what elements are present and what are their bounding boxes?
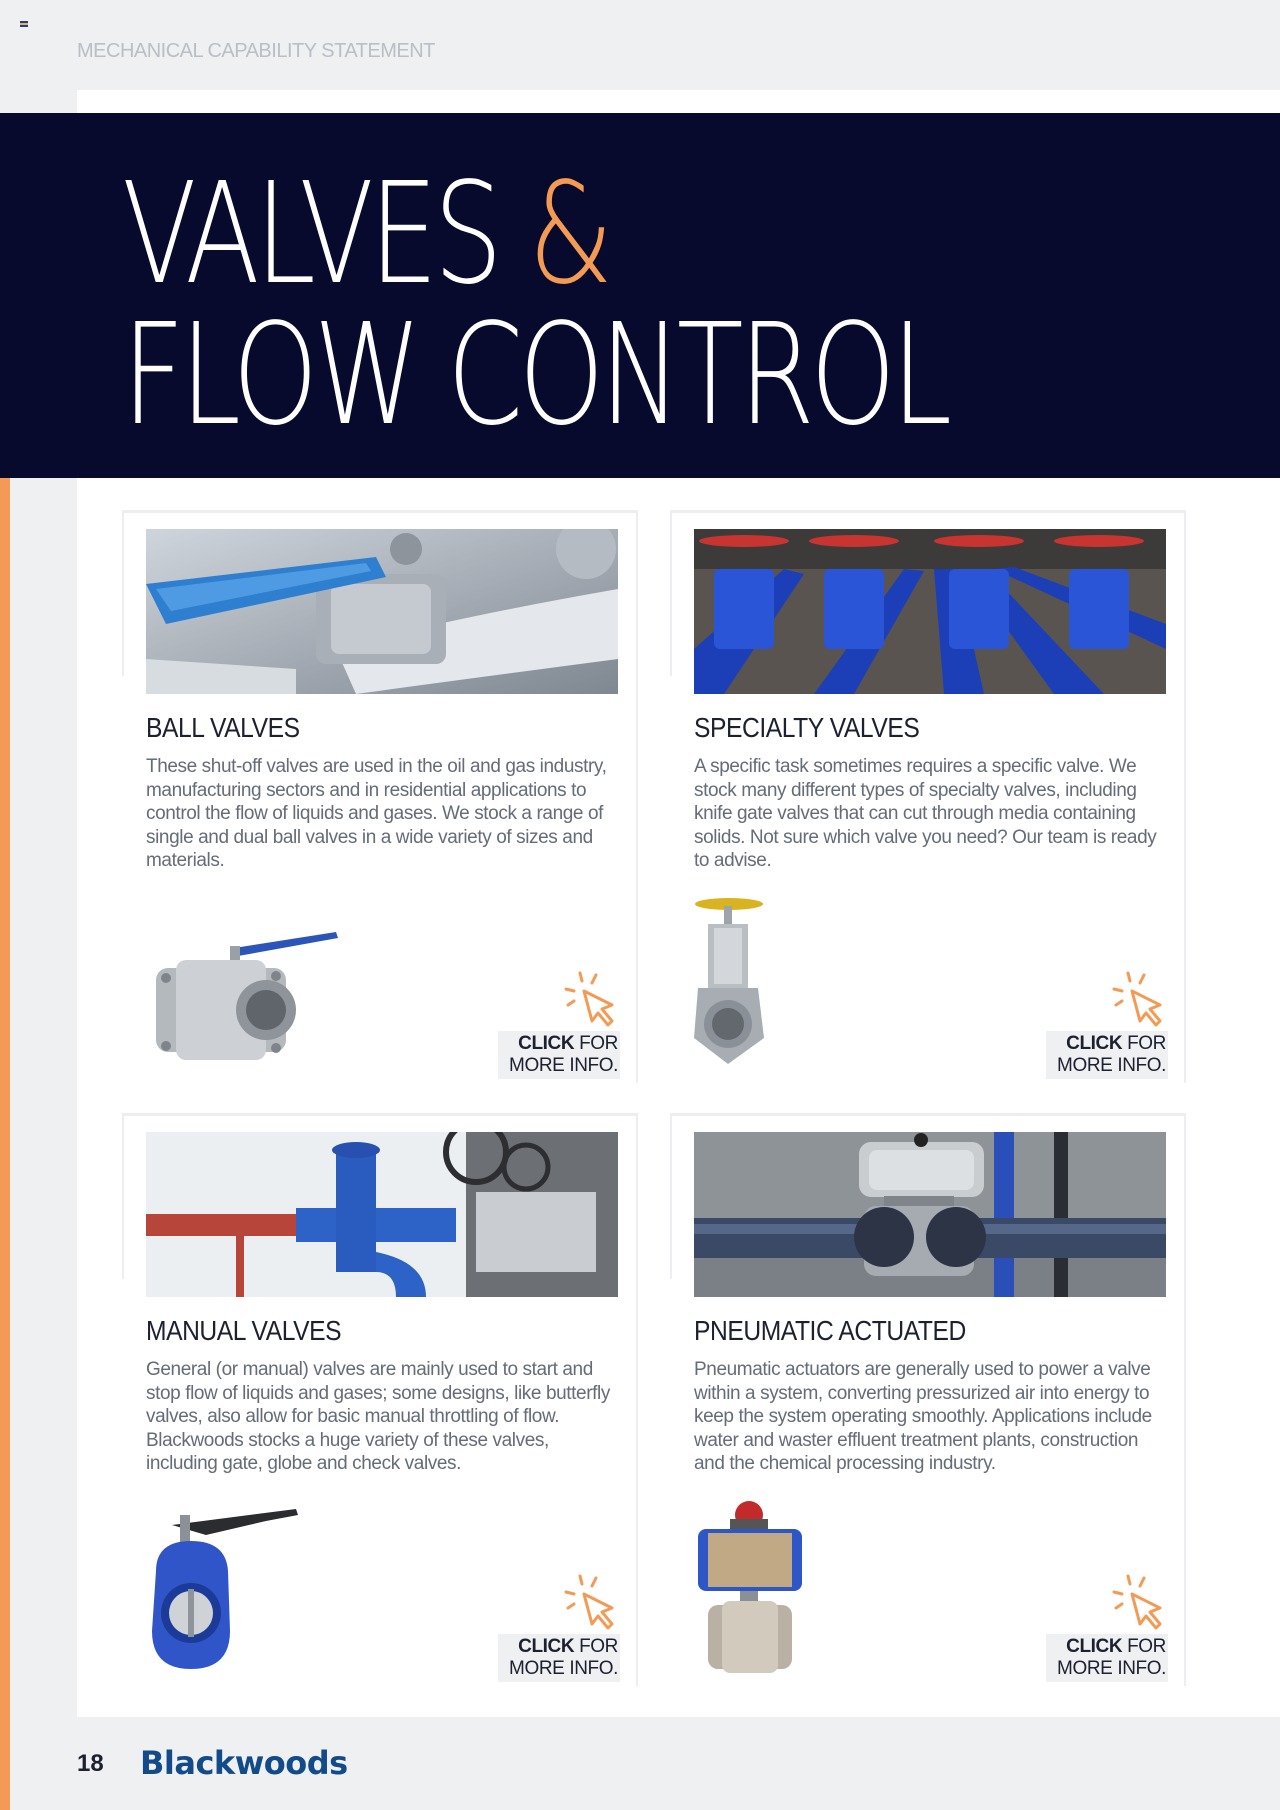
ball-valve-product-image — [146, 898, 346, 1078]
manual-valve-photo — [146, 1132, 618, 1297]
card-title: BALL VALVES — [146, 712, 300, 743]
pneumatic-valve-photo — [694, 1132, 1166, 1297]
click-for-more-info-button[interactable]: CLICK FOR MORE INFO. — [1046, 1634, 1168, 1682]
specialty-valve-photo — [694, 529, 1166, 694]
card-specialty-valves — [670, 510, 1186, 1083]
click-cursor-icon[interactable] — [1112, 1574, 1168, 1630]
card-title: PNEUMATIC ACTUATED — [694, 1315, 966, 1346]
header-label: MECHANICAL CAPABILITY STATEMENT — [77, 40, 435, 62]
page-number: 18 — [77, 1750, 104, 1777]
card-description: These shut-off valves are used in the oil and gas industry, manufacturing sectors and in residential applications to control the flow of liquids and gases. We stock a range of single and dual ball valves in a wide variety of sizes and materials. — [146, 756, 607, 872]
card-description: A specific task sometimes requires a specific valve. We stock many different types of specialty valves, including knife gate valves that can cut through media containing solids. Not sure which valve you need? Our team is ready to advise. — [694, 756, 1157, 872]
pneumatic-valve-product-image — [694, 1501, 894, 1681]
hero-banner — [0, 113, 1280, 478]
card-description: General (or manual) valves are mainly used to start and stop flow of liquids and gases; some designs, like butterfly valves, also allow for basic manual throttling of flow. Blackwoods stocks a huge variety of these valves, including gate, globe and check valves. — [146, 1359, 610, 1475]
card-manual-valves — [122, 1113, 638, 1686]
knife-gate-valve-product-image — [694, 898, 894, 1078]
card-pneumatic-actuated — [670, 1113, 1186, 1686]
click-cursor-icon[interactable] — [564, 1574, 620, 1630]
hero-title-line2: FLOW CONTROL — [122, 294, 948, 457]
click-cursor-icon[interactable] — [1112, 971, 1168, 1027]
click-for-more-info-button[interactable]: CLICK FOR MORE INFO. — [498, 1634, 620, 1682]
hero-title-line1: VALVES & — [122, 153, 609, 316]
accent-bar — [0, 478, 10, 1810]
card-description: Pneumatic actuators are generally used to power a valve within a system, converting pressurized air into energy to keep the system operating smoothly. Applications include water and waster effluent treatment plants, construction and the chemical processing industry. — [694, 1359, 1152, 1475]
ball-valve-photo — [146, 529, 618, 694]
click-cursor-icon[interactable] — [564, 971, 620, 1027]
card-title: MANUAL VALVES — [146, 1315, 342, 1346]
corner-mark-icon — [20, 21, 28, 27]
card-title: SPECIALTY VALVES — [694, 712, 920, 743]
brand-logo[interactable]: Blackwoods — [140, 1744, 348, 1782]
click-for-more-info-button[interactable]: CLICK FOR MORE INFO. — [1046, 1031, 1168, 1079]
hero-ampersand: & — [528, 153, 609, 316]
butterfly-valve-product-image — [146, 1501, 346, 1681]
card-ball-valves — [122, 510, 638, 1083]
click-for-more-info-button[interactable]: CLICK FOR MORE INFO. — [498, 1031, 620, 1079]
